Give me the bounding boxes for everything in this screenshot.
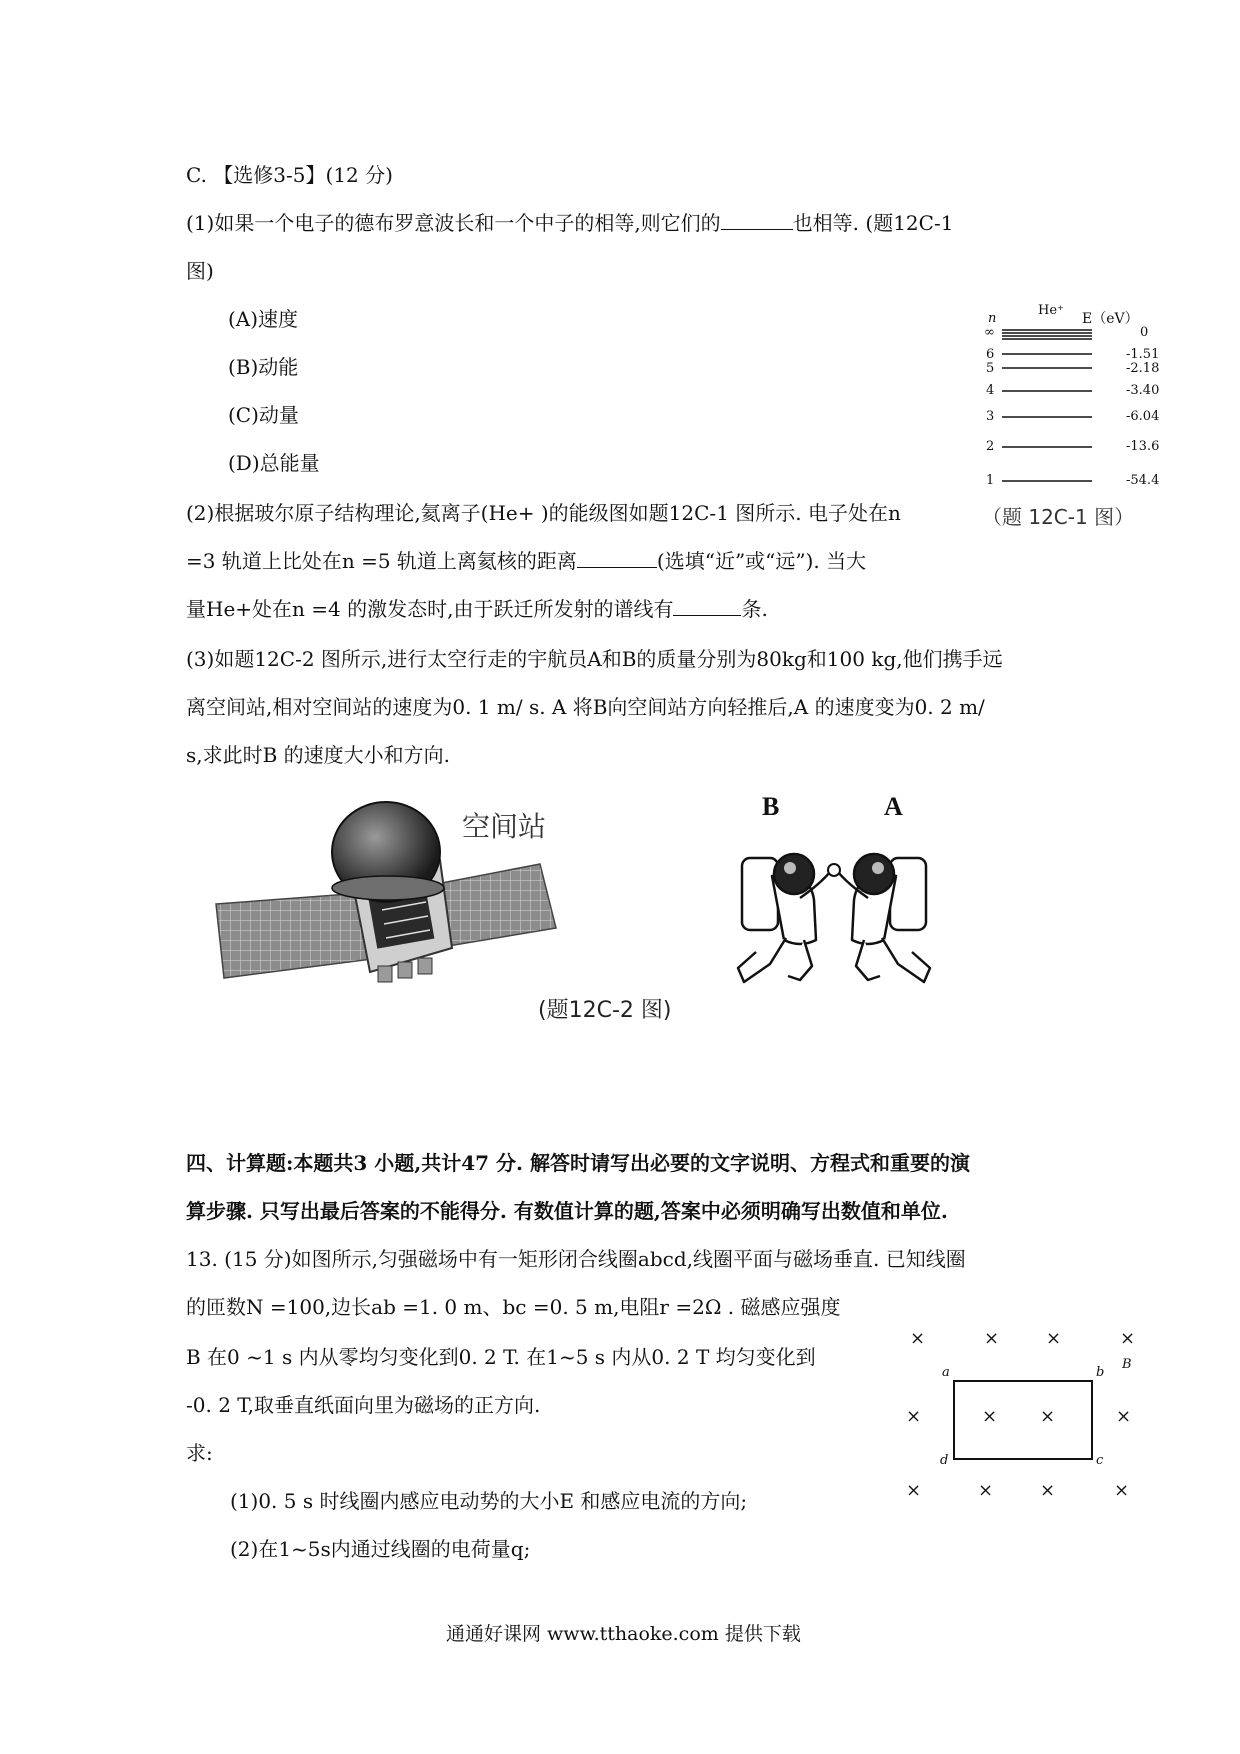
level-n-inf: ∞ (984, 325, 995, 340)
field-cross: × (978, 1480, 994, 1501)
answer-blank-3[interactable] (673, 597, 741, 616)
level-e-inf: 0 (1140, 325, 1149, 340)
question-1-line-2: 图) (186, 259, 214, 283)
section-4-line-1: 四、计算题:本题共3 小题,共计47 分. 解答时请写出必要的文字说明、方程式和重要的演 (186, 1151, 970, 1175)
energy-col-n: n (988, 311, 997, 326)
answer-blank-1[interactable] (721, 211, 793, 230)
level-e-4: -3.40 (1126, 383, 1160, 398)
question-13-line-4: -0. 2 T,取垂直纸面向里为磁场的正方向. (186, 1393, 541, 1417)
footer-text: 通通好课网 www.tthaoke.com 提供下载 (446, 1623, 801, 1645)
field-cross: × (1040, 1406, 1056, 1427)
level-n-2: 2 (986, 439, 995, 454)
astronaut-b-label: B (762, 792, 780, 821)
option-a: (A)速度 (228, 307, 299, 331)
field-cross: × (906, 1480, 922, 1501)
energy-diagram-caption: （题 12C-1 图） (982, 505, 1135, 529)
level-e-6: -1.51 (1126, 347, 1160, 362)
corner-a-label: a (942, 1365, 950, 1380)
option-d: (D)总能量 (228, 451, 320, 475)
option-b: (B)动能 (228, 355, 299, 379)
level-n-4: 4 (986, 383, 995, 398)
field-cross: × (1120, 1328, 1136, 1349)
level-e-3: -6.04 (1126, 409, 1160, 424)
question-13-sub-2: (2)在1~5s内通过线圈的电荷量q; (230, 1537, 531, 1561)
corner-c-label: c (1096, 1453, 1104, 1468)
question-13-line-2: 的匝数N =100,边长ab =1. 0 m、bc =0. 5 m,电阻r =2Ω . 磁感应强度 (186, 1295, 841, 1319)
field-cross: × (906, 1406, 922, 1427)
level-e-1: -54.4 (1126, 473, 1160, 488)
astronaut-a-label: A (884, 792, 903, 821)
section-c-heading: C. 【选修3-5】(12 分) (186, 163, 393, 187)
question-1-text-b: 也相等. (题12C-1 (792, 211, 954, 235)
question-2-text-b: (选填“近”或“远”). 当大 (656, 549, 867, 573)
question-2-line-1: (2)根据玻尔原子结构理论,氦离子(He+ )的能级图如题12C-1 图所示. 电子处在n (186, 501, 901, 525)
question-2-text-a: =3 轨道上比处在n =5 轨道上离氦核的距离 (186, 549, 577, 573)
level-n-5: 5 (986, 361, 995, 376)
question-13-line-1: 13. (15 分)如图所示,匀强磁场中有一矩形闭合线圈abcd,线圈平面与磁场垂直. 已知线圈 (186, 1247, 966, 1271)
figure-2-caption: (题12C-2 图) (538, 998, 672, 1023)
energy-col-e: E（eV） (1082, 311, 1139, 327)
level-n-6: 6 (986, 347, 995, 362)
question-3-line-1: (3)如题12C-2 图所示,进行太空行走的宇航员A和B的质量分别为80kg和100 kg,他们携手远 (186, 647, 1003, 671)
corner-b-label: b (1096, 1365, 1105, 1380)
question-2-line-2 (186, 548, 866, 574)
answer-blank-2[interactable] (577, 549, 657, 568)
corner-d-label: d (940, 1453, 949, 1468)
space-station-label: 空间站 (462, 810, 547, 843)
question-13-line-3: B 在0 ~1 s 内从零均匀变化到0. 2 T. 在1~5 s 内从0. 2 T 均匀变化到 (186, 1345, 816, 1369)
level-e-5: -2.18 (1126, 361, 1160, 376)
question-1-line-1 (186, 210, 953, 236)
energy-title: He⁺ (1038, 303, 1064, 318)
field-cross: × (1046, 1328, 1062, 1349)
field-cross: × (1116, 1406, 1132, 1427)
section-4-line-2: 算步骤. 只写出最后答案的不能得分. 有数值计算的题,答案中必须明确写出数值和单位. (186, 1199, 948, 1223)
field-cross: × (982, 1406, 998, 1427)
field-cross: × (1040, 1480, 1056, 1501)
question-2-text-c: 量He+处在n =4 的激发态时,由于跃迁所发射的谱线有 (186, 597, 674, 621)
field-cross: × (910, 1328, 926, 1349)
field-cross: × (984, 1328, 1000, 1349)
question-13-sub-1: (1)0. 5 s 时线圈内感应电动势的大小E 和感应电流的方向; (230, 1489, 748, 1513)
question-1-text-a: (1)如果一个电子的德布罗意波长和一个中子的相等,则它们的 (186, 211, 721, 235)
level-n-3: 3 (986, 409, 995, 424)
field-cross: × (1114, 1480, 1130, 1501)
question-2-line-3 (186, 596, 768, 622)
option-c: (C)动量 (228, 403, 299, 427)
field-b-label: B (1122, 1357, 1132, 1372)
level-e-2: -13.6 (1126, 439, 1160, 454)
question-2-text-d: 条. (741, 597, 768, 621)
level-n-1: 1 (986, 473, 995, 488)
question-3-line-3: s,求此时B 的速度大小和方向. (186, 743, 451, 767)
question-13-line-5: 求: (186, 1441, 213, 1465)
question-3-line-2: 离空间站,相对空间站的速度为0. 1 m/ s. A 将B向空间站方向轻推后,A 的速度变为0. 2 m/ (186, 695, 985, 719)
